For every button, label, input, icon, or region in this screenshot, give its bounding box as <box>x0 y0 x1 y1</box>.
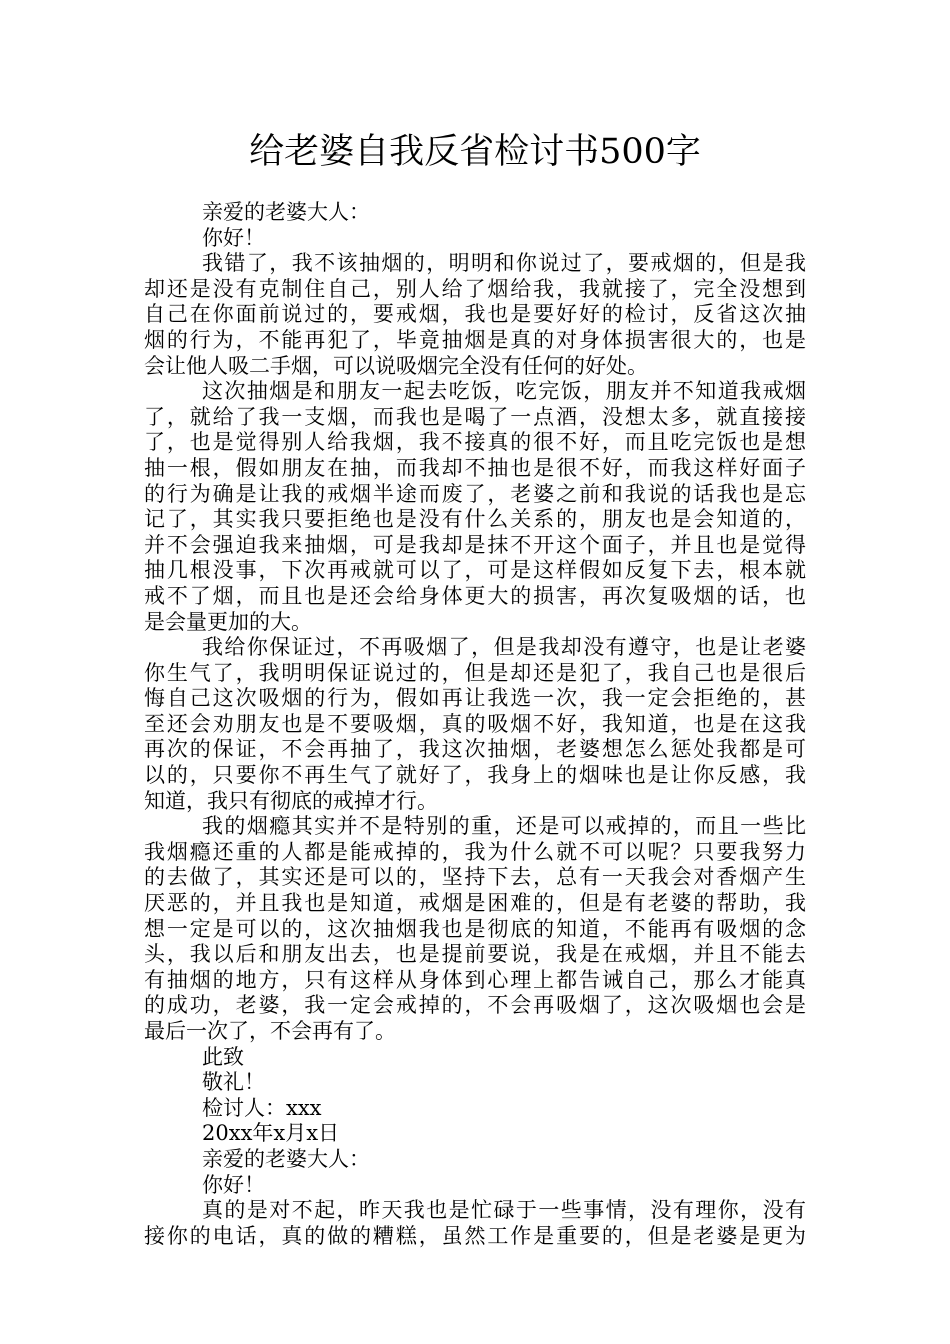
text-line: 的成功，老婆，我一定会戒掉的，不会再吸烟了，这次吸烟也会是 <box>144 993 806 1018</box>
text-line: 记了，其实我只要拒绝也是没有什么关系的，朋友也是会知道的， <box>144 507 806 532</box>
text-line: 这次抽烟是和朋友一起去吃饭，吃完饭，朋友并不知道我戒烟 <box>202 379 806 404</box>
text-line: 头，我以后和朋友出去，也是提前要说，我是在戒烟，并且不能去 <box>144 942 806 967</box>
text-line: 亲爱的老婆大人： <box>202 200 370 224</box>
text-line: 此致 <box>202 1044 244 1069</box>
text-line: 我烟瘾还重的人都是能戒掉的，我为什么就不可以呢？只要我努力 <box>144 839 806 864</box>
text-line: 真的是对不起，昨天我也是忙碌于一些事情，没有理你，没有 <box>202 1198 806 1223</box>
text-line: 的行为确是让我的戒烟半途而废了，老婆之前和我说的话我也是忘 <box>144 481 806 506</box>
text-line: 亲爱的老婆大人： <box>202 1146 370 1171</box>
text-line: 以的，只要你不再生气了就好了，我身上的烟味也是让你反感，我 <box>144 763 806 788</box>
text-line: 厌恶的，并且我也是知道，戒烟是困难的，但是有老婆的帮助，我 <box>144 891 806 916</box>
text-line: 我给你保证过，不再吸烟了，但是我却没有遵守，也是让老婆 <box>202 635 806 660</box>
text-line: 的去做了，其实还是可以的，坚持下去，总有一天我会对香烟产生 <box>144 865 806 890</box>
text-line: 了，也是觉得别人给我烟，我不接真的很不好，而且吃完饭也是想 <box>144 430 806 455</box>
text-line: 了，就给了我一支烟，而我也是喝了一点酒，没想太多，就直接接 <box>144 404 806 429</box>
text-line: 是会量更加的大。 <box>144 609 312 634</box>
text-line: 悔自己这次吸烟的行为，假如再让我选一次，我一定会拒绝的，甚 <box>144 686 806 711</box>
text-line: 想一定是可以的，这次抽烟我也是彻底的知道，不能再有吸烟的念 <box>144 916 806 941</box>
text-line: 最后一次了，不会再有了。 <box>144 1019 396 1043</box>
text-line: 再次的保证，不会再抽了，我这次抽烟，老婆想怎么惩处我都是可 <box>144 737 806 762</box>
text-line: 戒不了烟，而且也是还会给身体更大的损害，再次复吸烟的话，也 <box>144 583 806 608</box>
text-line: 至还会劝朋友也是不要吸烟，真的吸烟不好，我知道，也是在这我 <box>144 711 806 736</box>
text-line: 抽几根没事，下次再戒就可以了，可是这样假如反复下去，根本就 <box>144 558 806 583</box>
text-line: 检讨人：xxx <box>202 1095 322 1120</box>
text-line: 你生气了，我明明保证说过的，但是却还是犯了，我自己也是很后 <box>144 660 806 685</box>
text-line: 你好！ <box>202 1172 265 1197</box>
document-title: 给老婆自我反省检讨书500字 <box>249 132 701 172</box>
text-line: 却还是没有克制住自己，别人给了烟给我，我就接了，完全没想到 <box>144 276 806 301</box>
text-line: 接你的电话，真的做的糟糕，虽然工作是重要的，但是老婆是更为 <box>144 1223 806 1248</box>
text-line: 抽一根，假如朋友在抽，而我却不抽也是很不好，而我这样好面子 <box>144 455 806 480</box>
text-line: 烟的行为，不能再犯了，毕竟抽烟是真的对身体损害很大的，也是 <box>144 327 806 352</box>
text-line: 自己在你面前说过的，要戒烟，我也是要好好的检讨，反省这次抽 <box>144 302 806 327</box>
text-line: 有抽烟的地方，只有这样从身体到心理上都告诫自己，那么才能真 <box>144 967 806 992</box>
text-line: 20xx年x月x日 <box>202 1121 340 1146</box>
text-line: 我的烟瘾其实并不是特别的重，还是可以戒掉的，而且一些比 <box>202 814 806 839</box>
text-line: 会让他人吸二手烟，可以说吸烟完全没有任何的好处。 <box>144 353 648 378</box>
text-line: 并不会强迫我来抽烟，可是我却是抹不开这个面子，并且也是觉得 <box>144 532 806 557</box>
text-line: 知道，我只有彻底的戒掉才行。 <box>144 788 438 813</box>
text-line: 你好！ <box>202 225 265 250</box>
text-line: 敬礼！ <box>202 1070 265 1095</box>
document-body <box>144 200 806 1249</box>
text-line: 我错了，我不该抽烟的，明明和你说过了，要戒烟的，但是我 <box>202 251 806 276</box>
